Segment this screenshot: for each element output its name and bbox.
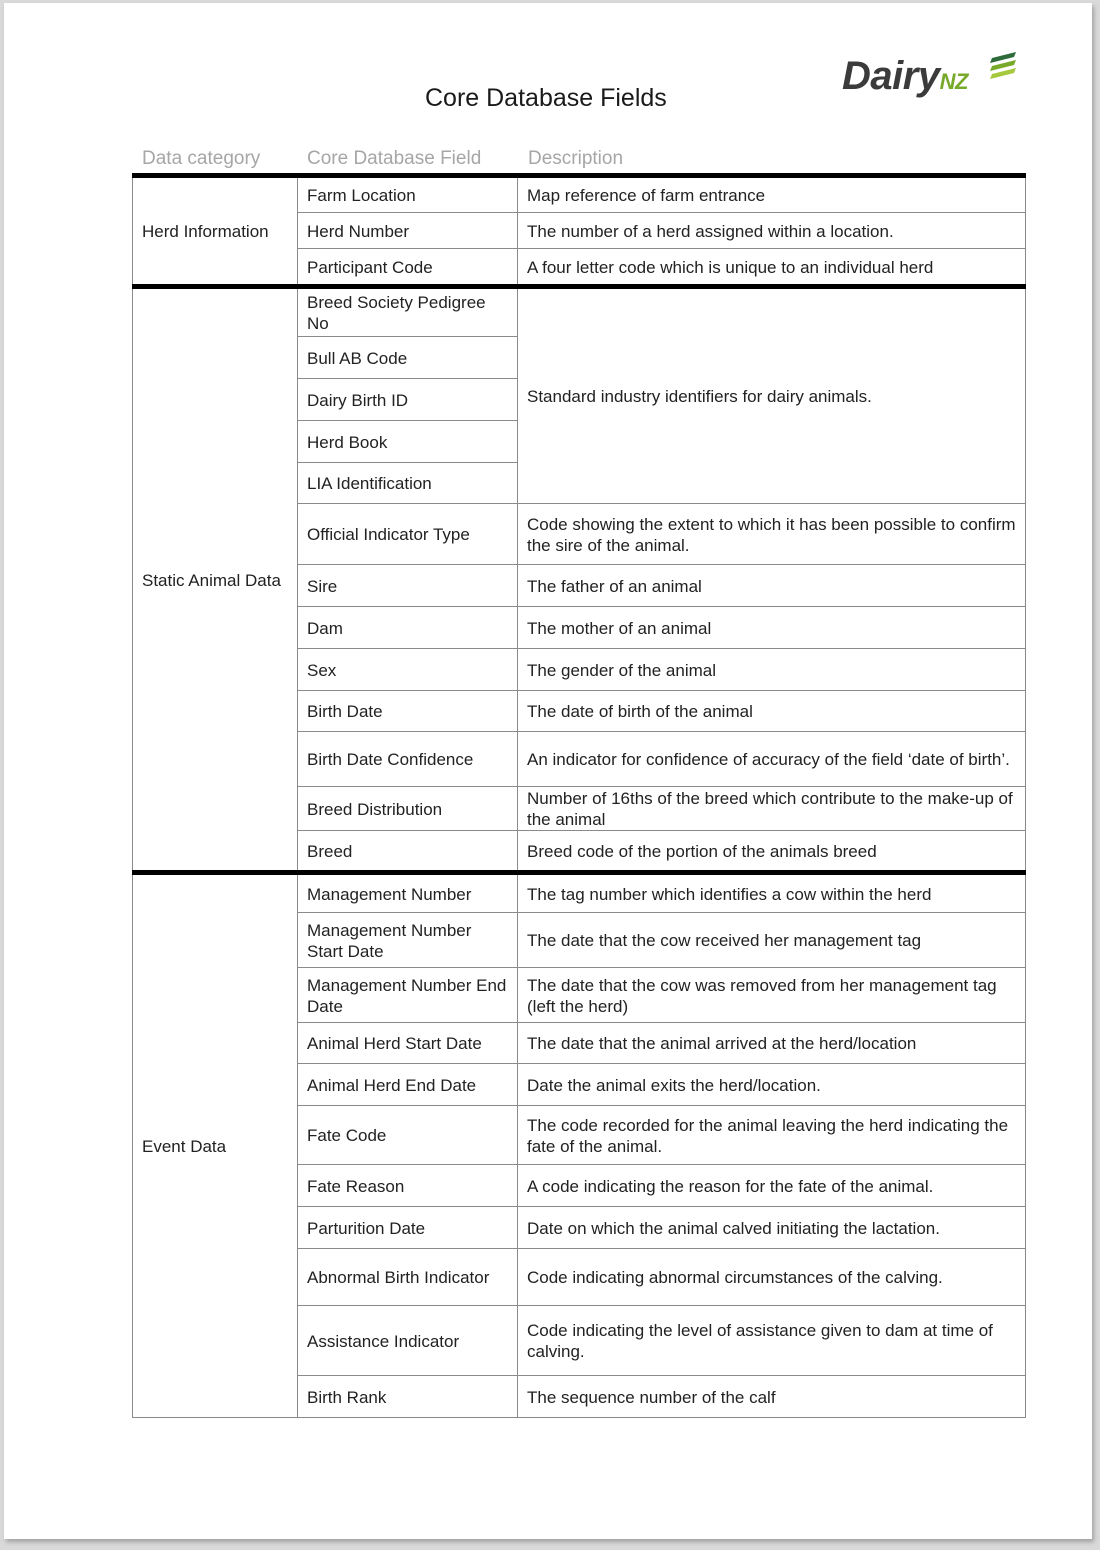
description-cell: Map reference of farm entrance bbox=[518, 176, 1026, 213]
category-cell: Static Animal Data bbox=[133, 287, 298, 873]
field-cell: Birth Date Confidence bbox=[298, 732, 518, 787]
table-row bbox=[133, 873, 1026, 913]
field-cell: Birth Rank bbox=[298, 1376, 518, 1418]
logo-stripes-icon bbox=[986, 50, 1020, 84]
logo-wordmark bbox=[842, 54, 968, 99]
field-cell: Official Indicator Type bbox=[298, 504, 518, 565]
field-cell: Management Number Start Date bbox=[298, 913, 518, 968]
field-cell: Birth Date bbox=[298, 691, 518, 732]
field-cell: Management Number bbox=[298, 873, 518, 913]
field-cell: Animal Herd End Date bbox=[298, 1064, 518, 1106]
field-cell: Breed Society Pedigree No bbox=[298, 287, 518, 337]
field-cell: Participant Code bbox=[298, 249, 518, 287]
field-cell: Abnormal Birth Indicator bbox=[298, 1249, 518, 1306]
column-header-category: Data category bbox=[142, 148, 261, 169]
description-cell: The date of birth of the animal bbox=[518, 691, 1026, 732]
field-cell: Fate Reason bbox=[298, 1165, 518, 1207]
description-cell: The date that the cow received her management tag bbox=[518, 913, 1026, 968]
field-cell: Fate Code bbox=[298, 1106, 518, 1165]
field-cell: Breed Distribution bbox=[298, 787, 518, 831]
description-cell: A code indicating the reason for the fate of the animal. bbox=[518, 1165, 1026, 1207]
description-cell: The sequence number of the calf bbox=[518, 1376, 1026, 1418]
logo-main-text: Dairy bbox=[842, 54, 940, 98]
page-title: Core Database Fields bbox=[425, 84, 667, 112]
field-cell: Assistance Indicator bbox=[298, 1306, 518, 1376]
description-cell: A four letter code which is unique to an individual herd bbox=[518, 249, 1026, 287]
description-cell: Code indicating the level of assistance given to dam at time of calving. bbox=[518, 1306, 1026, 1376]
description-cell: The date that the animal arrived at the herd/location bbox=[518, 1023, 1026, 1064]
description-cell: The gender of the animal bbox=[518, 649, 1026, 691]
description-cell: The number of a herd assigned within a location. bbox=[518, 213, 1026, 249]
description-cell: The code recorded for the animal leaving the herd indicating the fate of the animal. bbox=[518, 1106, 1026, 1165]
description-cell: Breed code of the portion of the animals breed bbox=[518, 831, 1026, 873]
field-cell: Sire bbox=[298, 565, 518, 607]
field-cell: Dairy Birth ID bbox=[298, 379, 518, 421]
field-cell: Management Number End Date bbox=[298, 968, 518, 1023]
category-cell: Event Data bbox=[133, 873, 298, 1418]
core-fields-table bbox=[132, 173, 1026, 1418]
description-cell: The mother of an animal bbox=[518, 607, 1026, 649]
logo-suffix-text: NZ bbox=[939, 69, 968, 94]
column-header-description: Description bbox=[528, 148, 624, 169]
field-cell: LIA Identification bbox=[298, 463, 518, 504]
field-cell: Sex bbox=[298, 649, 518, 691]
field-cell: Farm Location bbox=[298, 176, 518, 213]
description-cell: Standard industry identifiers for dairy animals. bbox=[518, 287, 1026, 504]
description-cell: The tag number which identifies a cow within the herd bbox=[518, 873, 1026, 913]
description-cell: Code showing the extent to which it has been possible to confirm the sire of the animal. bbox=[518, 504, 1026, 565]
field-cell: Breed bbox=[298, 831, 518, 873]
description-cell: The date that the cow was removed from her management tag (left the herd) bbox=[518, 968, 1026, 1023]
description-cell: Date on which the animal calved initiating the lactation. bbox=[518, 1207, 1026, 1249]
description-cell: The father of an animal bbox=[518, 565, 1026, 607]
column-header-field: Core Database Field bbox=[307, 148, 482, 169]
field-cell: Animal Herd Start Date bbox=[298, 1023, 518, 1064]
description-cell: Date the animal exits the herd/location. bbox=[518, 1064, 1026, 1106]
field-cell: Dam bbox=[298, 607, 518, 649]
category-cell: Herd Information bbox=[133, 176, 298, 287]
table-row bbox=[133, 176, 1026, 213]
field-cell: Herd Book bbox=[298, 421, 518, 463]
field-cell: Parturition Date bbox=[298, 1207, 518, 1249]
table-row bbox=[133, 287, 1026, 337]
description-cell: Number of 16ths of the breed which contribute to the make-up of the animal bbox=[518, 787, 1026, 831]
field-cell: Bull AB Code bbox=[298, 337, 518, 379]
column-headers bbox=[0, 148, 1100, 172]
dairynz-logo bbox=[842, 50, 1022, 102]
description-cell: An indicator for confidence of accuracy of the field ‘date of birth’. bbox=[518, 732, 1026, 787]
description-cell: Code indicating abnormal circumstances of the calving. bbox=[518, 1249, 1026, 1306]
field-cell: Herd Number bbox=[298, 213, 518, 249]
